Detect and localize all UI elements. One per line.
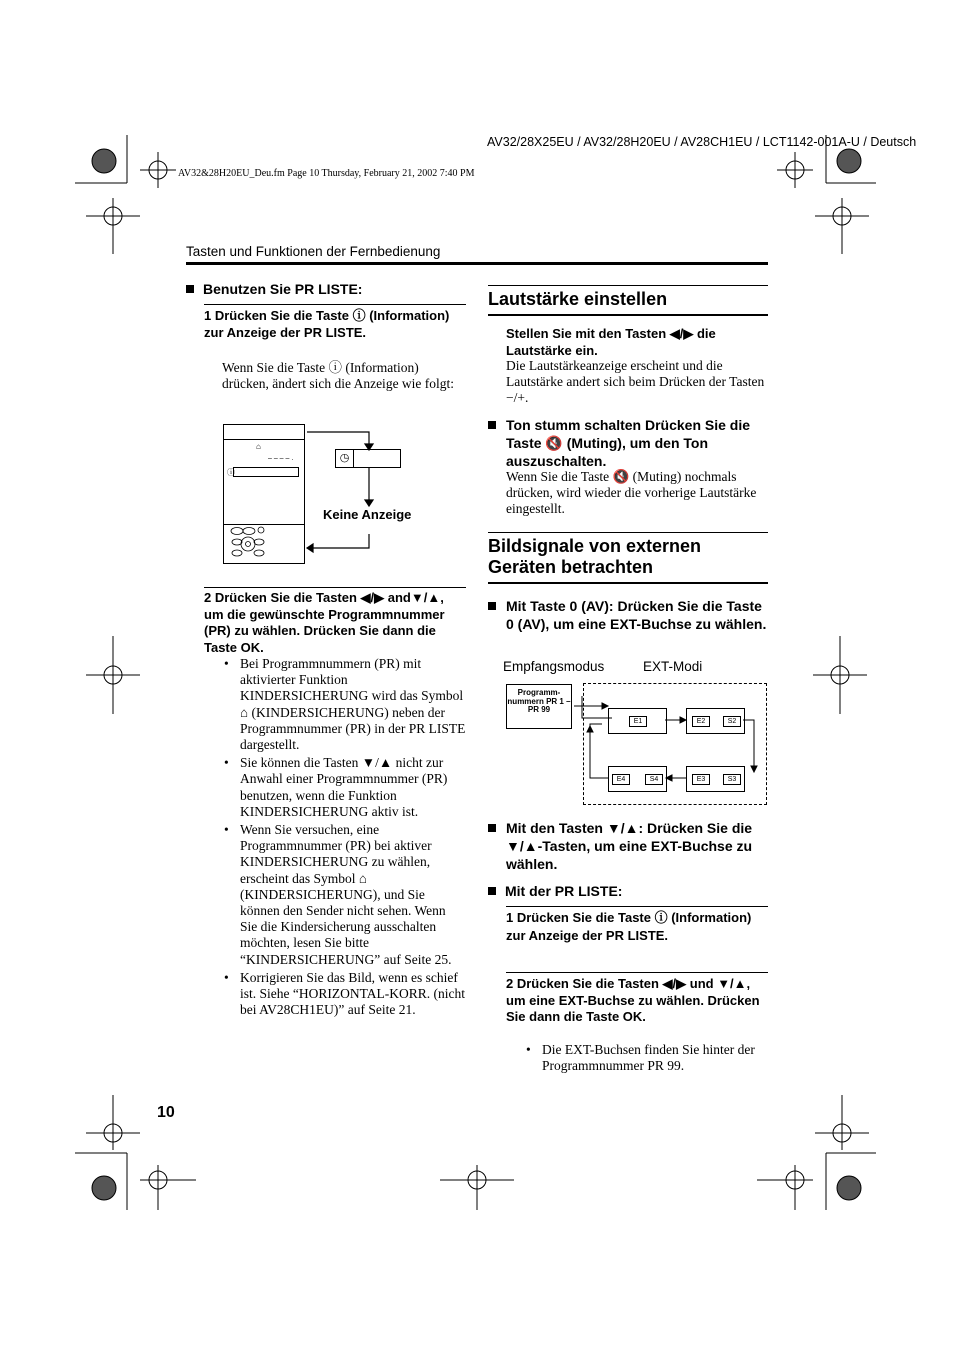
diagram-arrows xyxy=(303,428,403,554)
list-item: • Die EXT-Buchsen finden Sie hinter der Programmnummer PR 99. xyxy=(524,1042,768,1074)
step-2-title: 2 Drücken Sie die Tasten ◀/▶ and▼/▲, um die gewünschte Programmnummer (PR) zu wählen. Drücken Sie dann die Taste OK. xyxy=(204,590,445,655)
pr-step-2-notes xyxy=(524,1042,768,1076)
square-bullet-icon xyxy=(488,824,496,832)
square-bullet-icon xyxy=(186,285,194,293)
program-numbers-box: Programm-nummern PR 1 – PR 99 xyxy=(506,684,572,729)
mute-heading: Ton stumm schalten Drücken Sie die Taste 🔇 (Muting), um den Ton auszuschalten. xyxy=(488,416,768,470)
header-rule xyxy=(186,262,768,265)
external-devices-heading: Bildsignale von externen Geräten betrachten xyxy=(488,536,702,577)
lock-icon: ⌂ xyxy=(256,442,261,451)
pr-liste-heading-2: Mit der PR LISTE: xyxy=(488,882,768,900)
step-2-notes xyxy=(222,656,466,1020)
section-title: Tasten und Funktionen der Fernbedienung xyxy=(186,244,441,259)
pr-liste-heading: Benutzen Sie PR LISTE: xyxy=(186,280,466,298)
ext-group-e4-s4: E4 S4 xyxy=(608,766,667,792)
list-item: • Bei Programmnummern (PR) mit aktivierter Funktion KINDERSICHERUNG wird das Symbol ⌂ (KINDERSICHERUNG) neben der Programmnummer (PR) in der PR LISTE dargestellt. xyxy=(222,656,466,753)
file-info-line: AV32&28H20EU_Deu.fm Page 10 Thursday, February 21, 2002 7:40 PM xyxy=(178,168,475,179)
keine-anzeige-label: Keine Anzeige xyxy=(323,507,412,522)
divider xyxy=(204,587,466,588)
page-number: 10 xyxy=(157,1104,175,1121)
model-line: AV32/28X25EU / AV32/28H20EU / AV28CH1EU / LCT1142-001A-U / Deutsch xyxy=(487,135,917,149)
volume-step-body: Die Lautstärkeanzeige erscheint und die Lautstärke andert sich beim Drücken der Tasten −/+. xyxy=(506,358,765,406)
divider xyxy=(488,314,768,316)
remote-buttons-icon xyxy=(229,526,269,560)
av-key-heading: Mit Taste 0 (AV): Drücken Sie die Taste 0 (AV), um eine EXT-Buchse zu wählen. xyxy=(488,597,768,633)
divider xyxy=(488,532,768,533)
ext-modes-label: EXT-Modi xyxy=(643,659,703,674)
volume-step-title: Stellen Sie mit den Tasten ◀/▶ die Lautstärke ein. xyxy=(506,326,716,358)
info-only-screen xyxy=(335,449,401,468)
square-bullet-icon xyxy=(488,421,496,429)
divider xyxy=(488,582,768,584)
divider xyxy=(204,304,466,305)
arrow-keys-heading: Mit den Tasten ▼/▲: Drücken Sie die ▼/▲-Tasten, um eine EXT-Buchse zu wählen. xyxy=(488,819,768,873)
square-bullet-icon xyxy=(488,887,496,895)
list-item: • Sie können die Tasten ▼/▲ nicht zur Anwahl einer Programmnummer (PR) benutzen, wenn die Funktion KINDERSICHERUNG aktiv ist. xyxy=(222,755,466,820)
divider xyxy=(488,285,768,286)
divider xyxy=(506,972,768,973)
step-1-body: Wenn Sie die Taste ⓘ (Information) drücken, ändert sich die Anzeige wie folgt: xyxy=(222,360,455,392)
list-item: • Wenn Sie versuchen, eine Programmnummer (PR) bei aktiver KINDERSICHERUNG zu wählen, erscheint das Symbol ⌂ (KINDERSICHERUNG), und Sie können den Sender nicht sehen. Wenn Sie die Kindersicherung ausschalten möchten, lesen Sie bitte “KINDERSICHERUNG” auf Seite 25. xyxy=(222,822,466,968)
clock-icon: ◷ xyxy=(336,450,354,467)
pr-step-1: 1 Drücken Sie die Taste ⓘ (Information) zur Anzeige der PR LISTE. xyxy=(506,910,752,943)
mute-body: Wenn Sie die Taste 🔇 (Muting) nochmals drücken, wird wieder die vorherige Lautstärke eingestellt. xyxy=(506,469,757,517)
ext-cycle-arrows xyxy=(572,690,762,790)
pr-step-2: 2 Drücken Sie die Tasten ◀/▶ und ▼/▲, um eine EXT-Buchse zu wählen. Drücken Sie dann die Taste OK. xyxy=(506,976,760,1024)
ext-group-e1: E1 xyxy=(608,708,667,734)
info-icon: ⓘ xyxy=(227,468,235,477)
divider xyxy=(506,906,768,907)
list-item: • Korrigieren Sie das Bild, wenn es schief ist. Siehe “HORIZONTAL-KORR. (nicht bei AV28CH1EU)” auf Seite 21. xyxy=(222,970,466,1019)
pr-list-screen-diagram: ⌂ – – – – . ⓘ xyxy=(223,424,305,564)
step-1-title: 1 Drücken Sie die Taste ⓘ (Information) zur Anzeige der PR LISTE. xyxy=(204,308,450,340)
ext-group-e3-s3: E3 S3 xyxy=(686,766,745,792)
receive-mode-label: Empfangsmodus xyxy=(503,659,605,674)
lautstaerke-heading: Lautstärke einstellen xyxy=(488,289,668,309)
ext-group-e2-s2: E2 S2 xyxy=(686,708,745,734)
square-bullet-icon xyxy=(488,602,496,610)
